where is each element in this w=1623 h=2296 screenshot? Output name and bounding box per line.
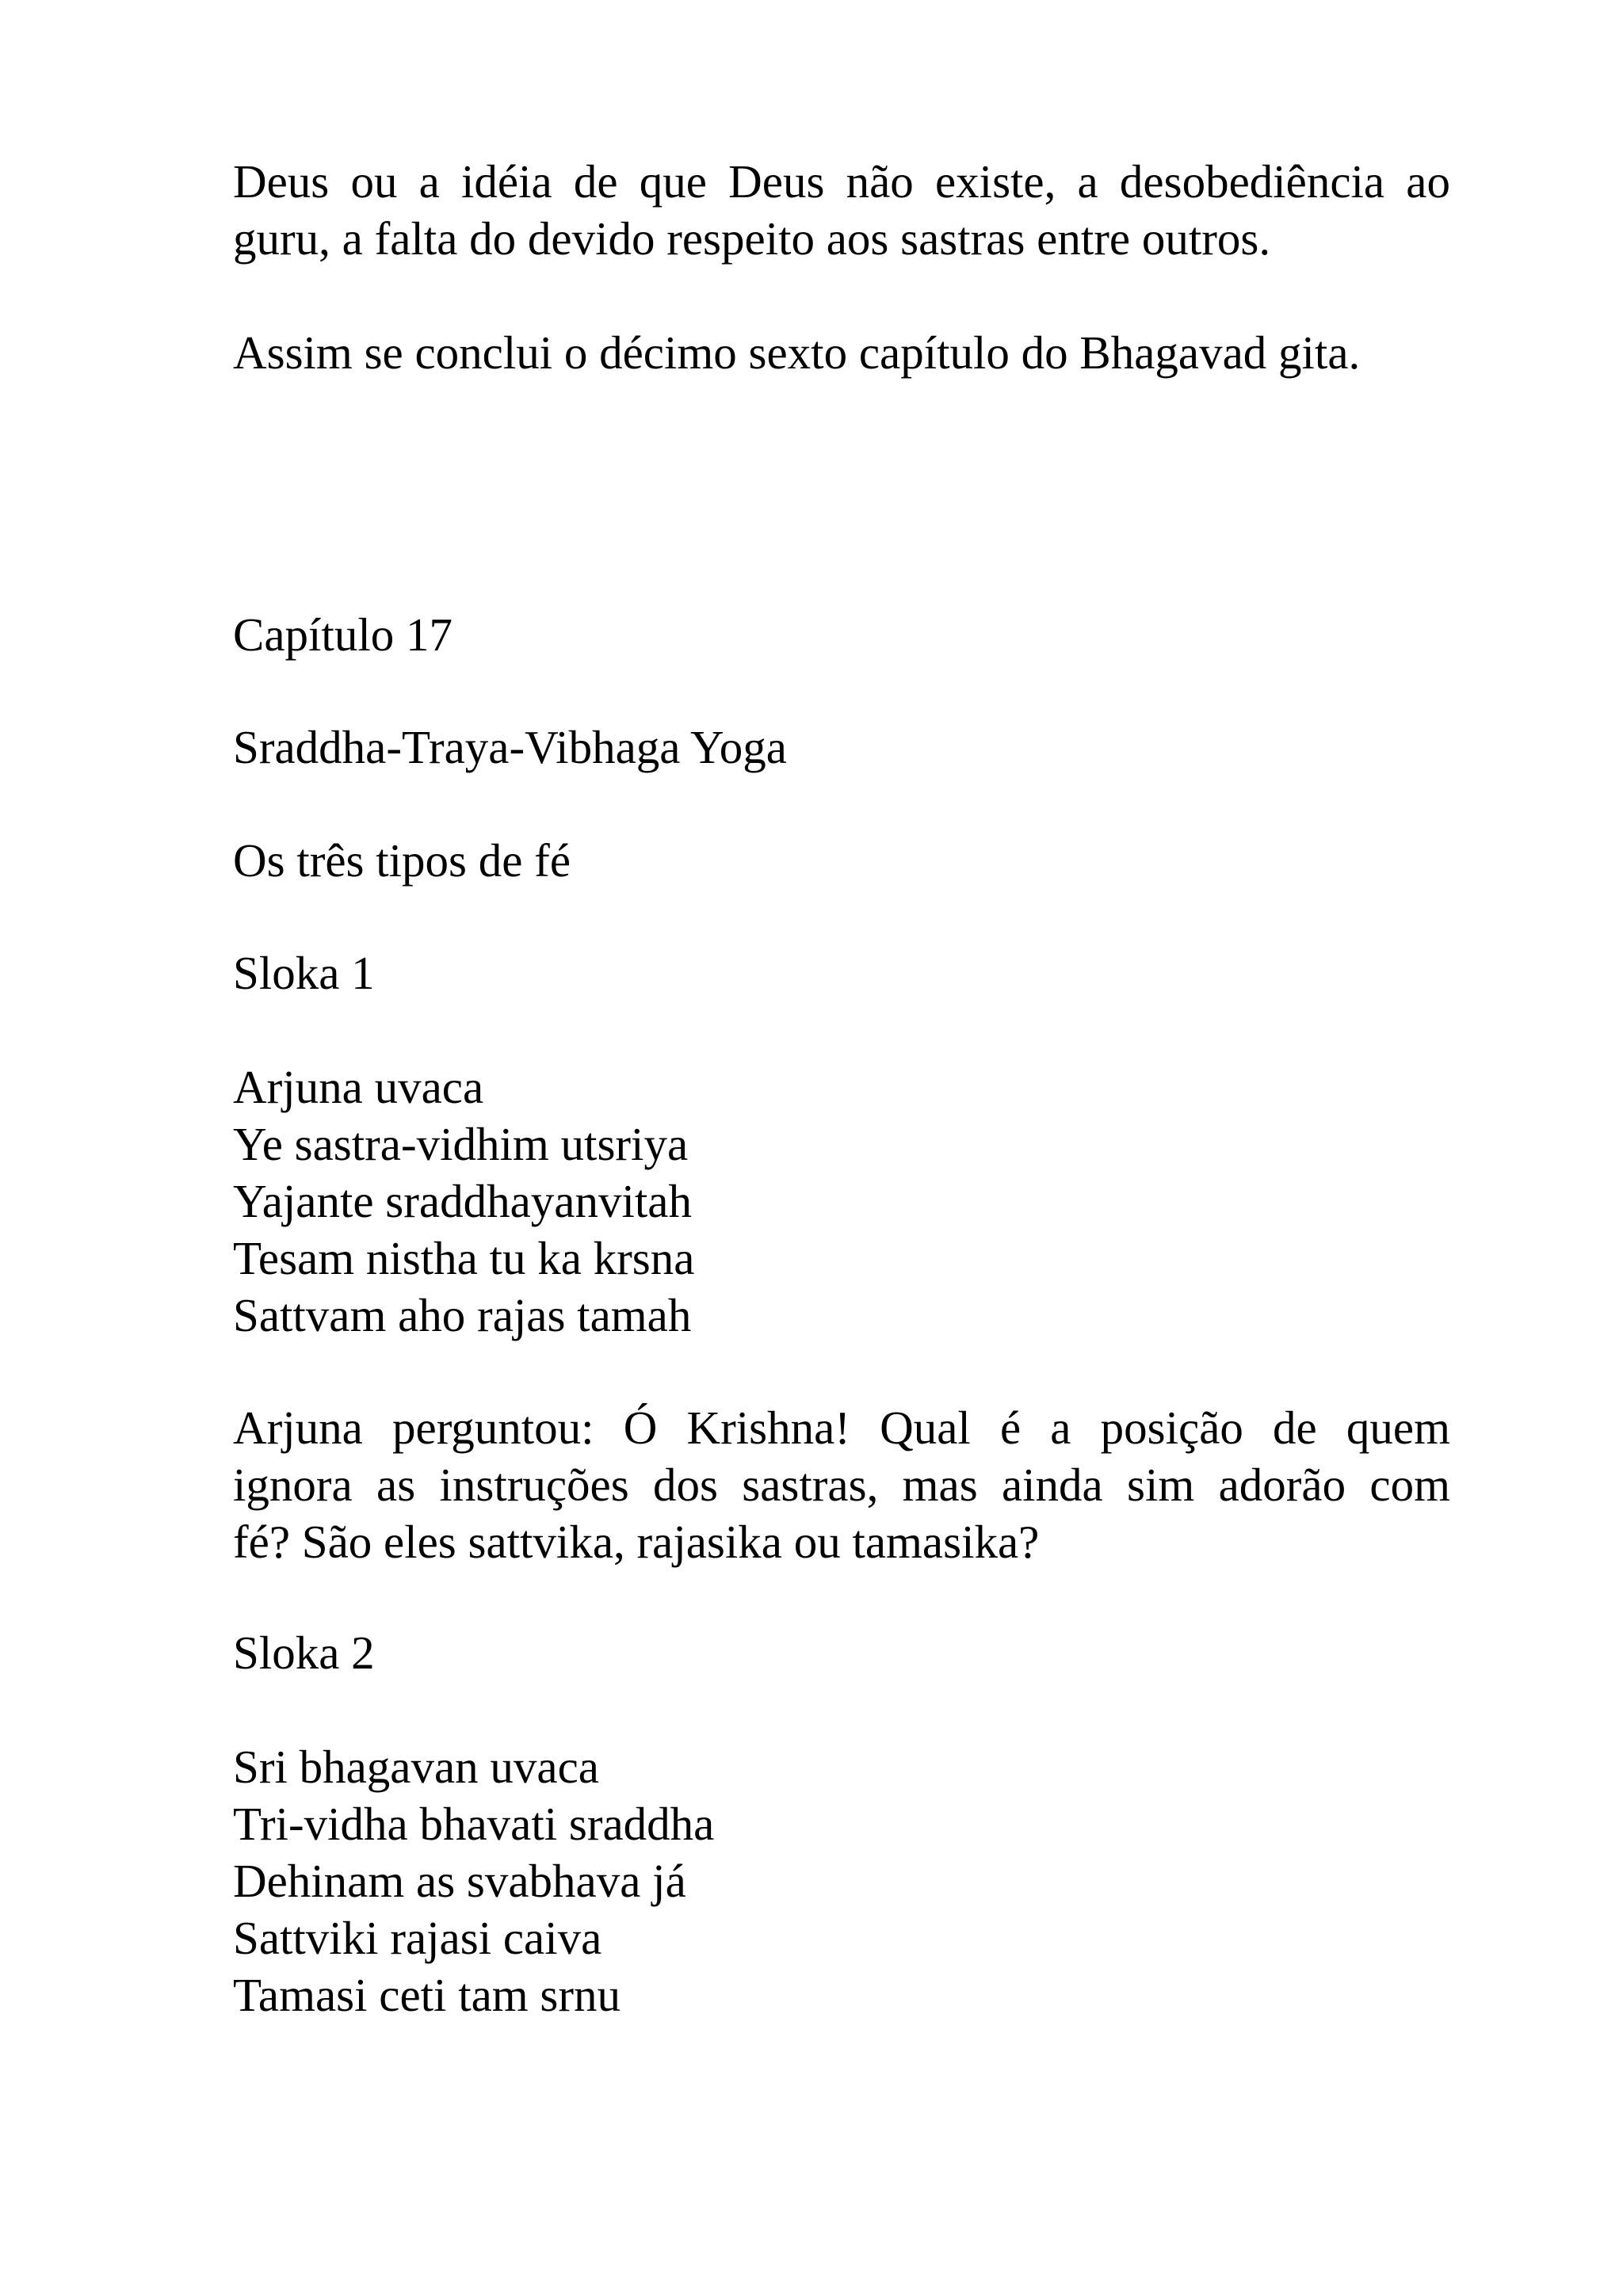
verse-line: Sattvam aho rajas tamah	[233, 1289, 692, 1341]
intro-paragraph-line: guru, a falta do devido respeito aos sastras entre outros.	[233, 212, 1271, 265]
verse-line: Sri bhagavan uvaca	[233, 1741, 599, 1793]
verse-line: Tamasi ceti tam srnu	[233, 1969, 621, 2021]
verse-line: Tesam nistha tu ka krsna	[233, 1232, 695, 1284]
verse-line: Sattviki rajasi caiva	[233, 1912, 602, 1964]
sloka-2-heading: Sloka 2	[233, 1627, 375, 1679]
chapter-subtitle: Os três tipos de fé	[233, 834, 571, 887]
verse-line: Tri-vidha bhavati sraddha	[233, 1798, 715, 1850]
translation-line: ignora as instruções dos sastras, mas ainda sim adorão com	[233, 1459, 1450, 1511]
verse-line: Yajante sraddhayanvitah	[233, 1175, 692, 1227]
verse-line: Ye sastra-vidhim utsriya	[233, 1118, 689, 1170]
translation-line: Arjuna perguntou: Ó Krishna! Qual é a posição de quem	[233, 1402, 1450, 1454]
chapter-conclusion: Assim se conclui o décimo sexto capítulo do Bhagavad gita.	[233, 326, 1361, 379]
sloka-1-verse	[233, 1058, 1450, 1344]
chapter-heading: Capítulo 17	[233, 608, 453, 661]
sloka-1-translation	[233, 1399, 1450, 1570]
verse-line: Dehinam as svabhava já	[233, 1855, 686, 1907]
sloka-2-verse	[233, 1738, 1450, 2023]
sloka-1-heading: Sloka 1	[233, 947, 375, 999]
chapter-title: Sraddha-Traya-Vibhaga Yoga	[233, 721, 787, 773]
intro-paragraph-line: Deus ou a idéia de que Deus não existe, a desobediência ao	[233, 155, 1450, 208]
intro-paragraph	[233, 153, 1450, 267]
translation-line: fé? São eles sattvika, rajasika ou tamasika?	[233, 1516, 1040, 1568]
verse-line: Arjuna uvaca	[233, 1061, 484, 1113]
